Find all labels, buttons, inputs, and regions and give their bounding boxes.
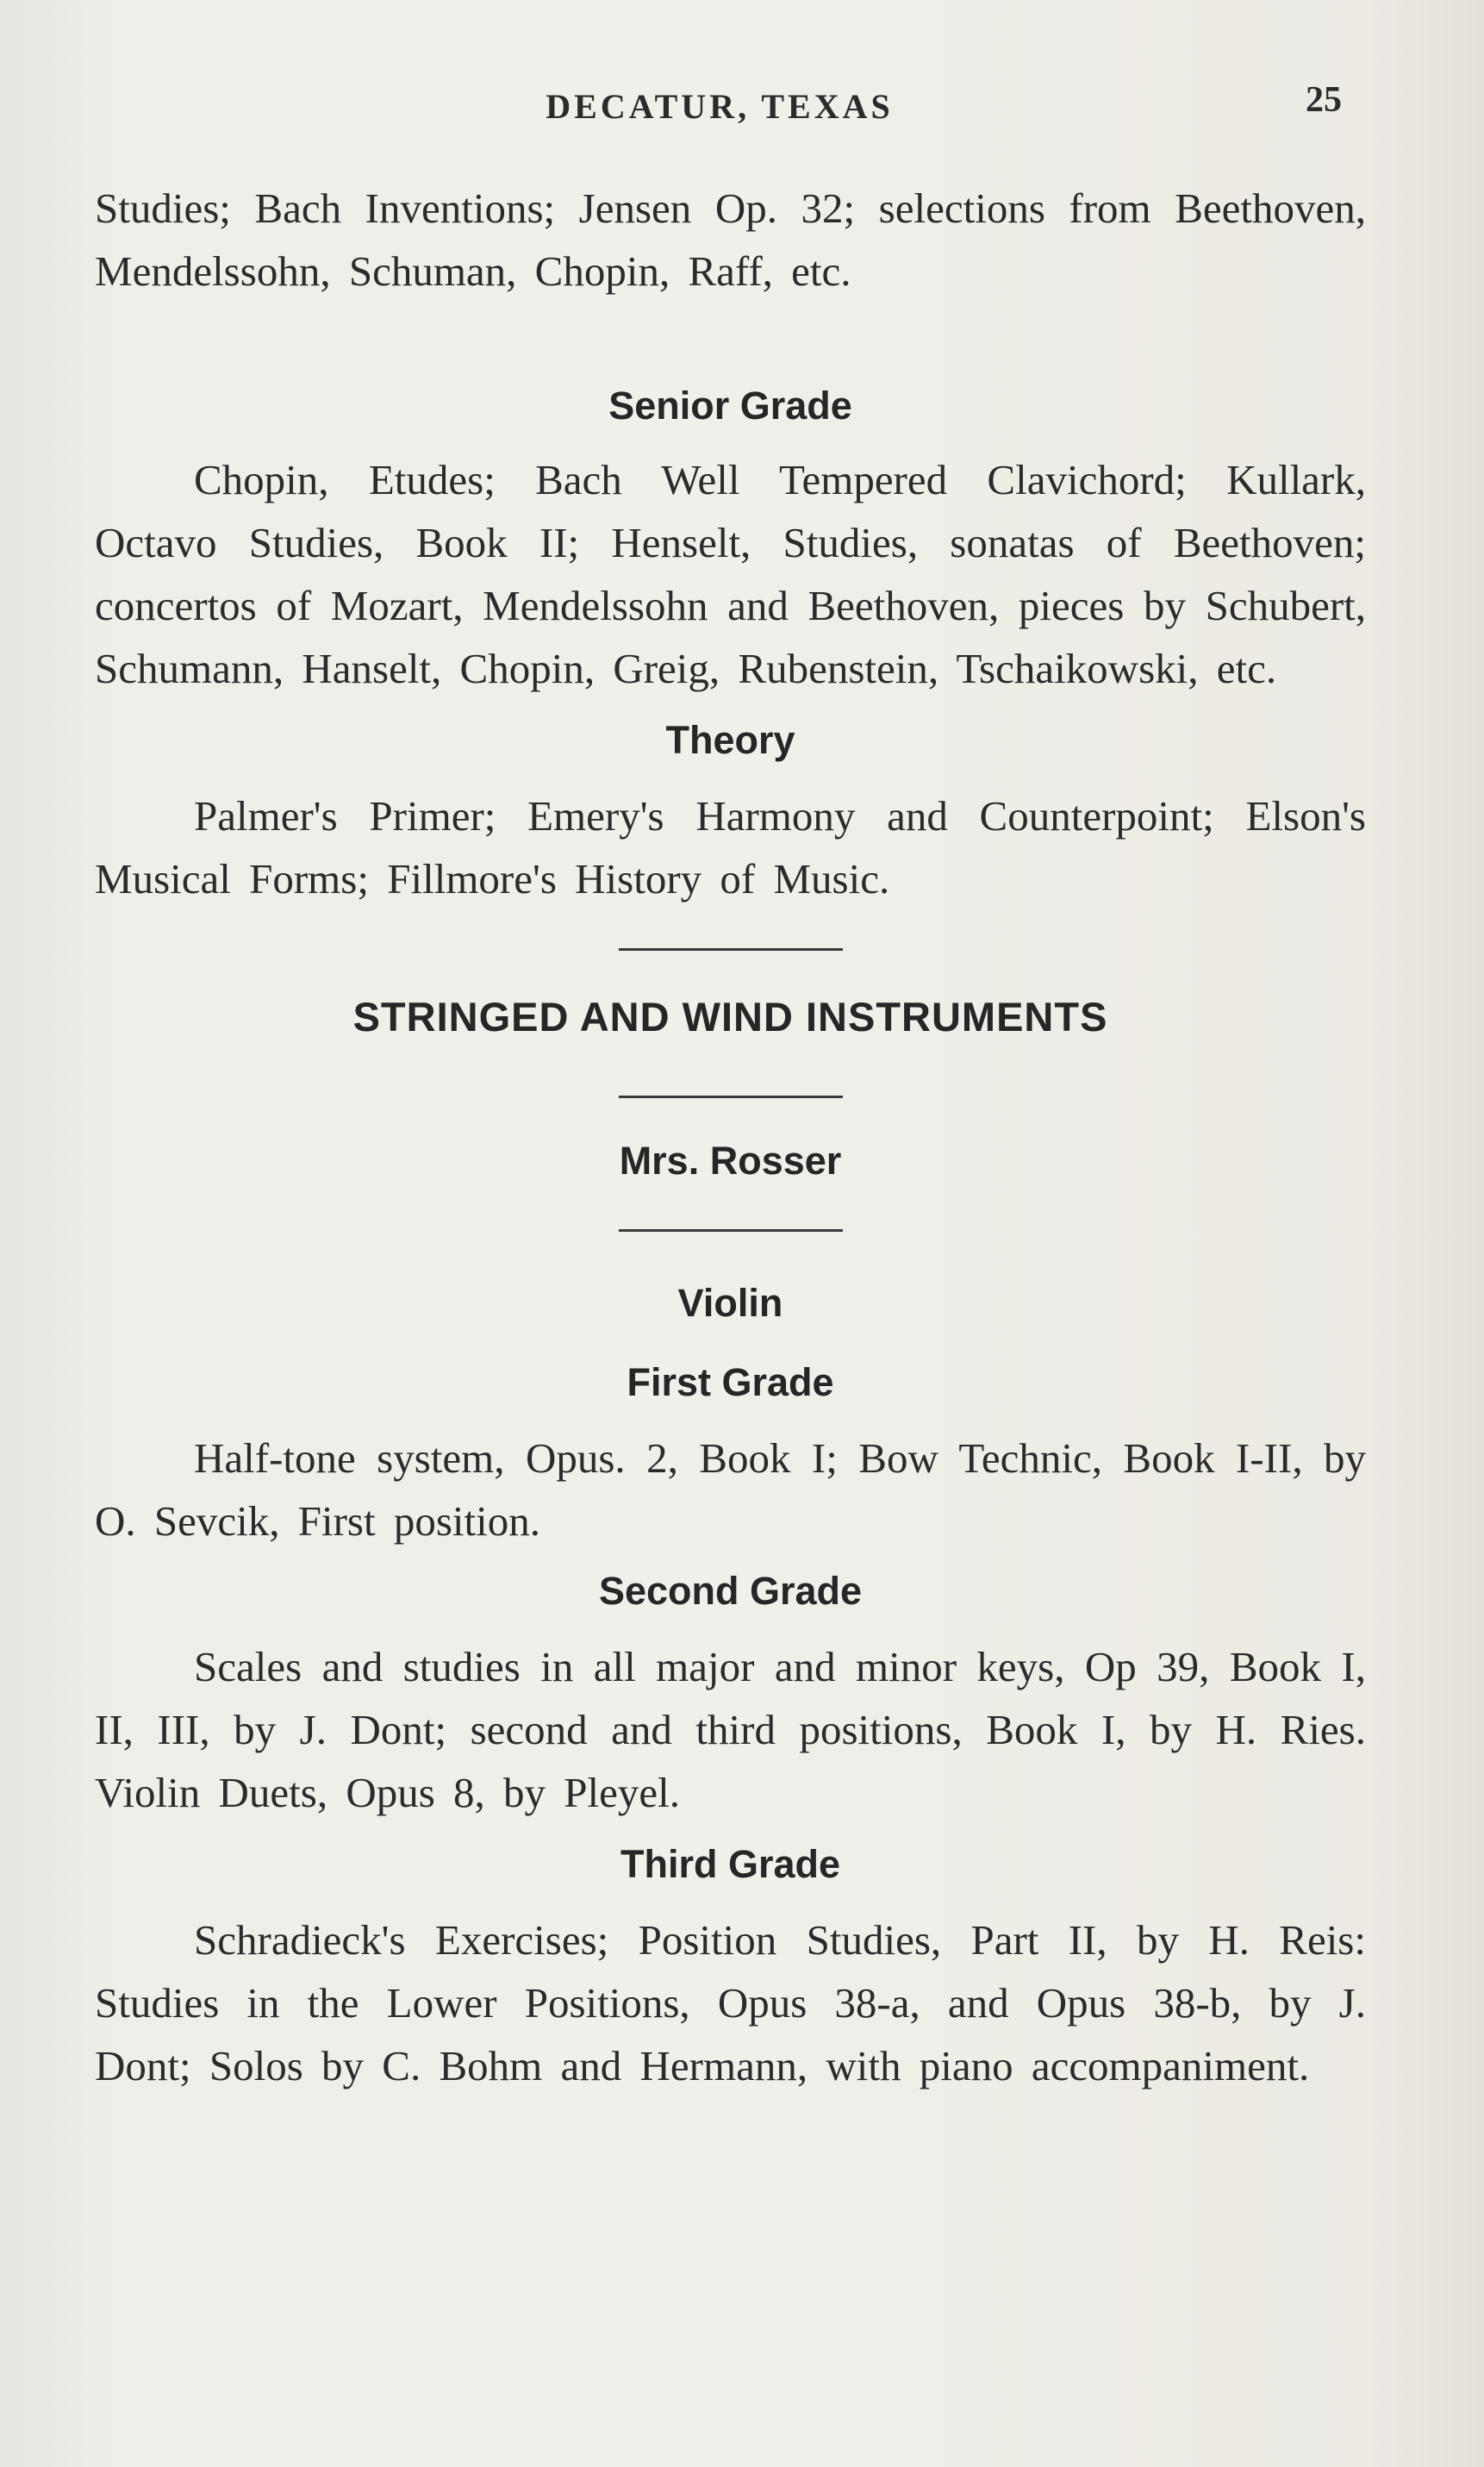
senior-grade-heading: Senior Grade — [608, 384, 852, 428]
theory-paragraph: Palmer's Primer; Emery's Harmony and Counterpoint; Elson's Musical Forms; Fillmore's History of Music. — [95, 792, 1366, 902]
running-header: DECATUR, TEXAS — [546, 87, 894, 126]
senior-grade-paragraph: Chopin, Etudes; Bach Well Tempered Clavichord; Kullark, Octavo Studies, Book II; Henselt, Studies, sonatas of Beethoven; concertos of Mozart, Mendelssohn and Beethoven, pieces by Schubert, Schumann, Hanselt, Chopin, Greig, Rubenstein, Tschaikowski, etc. — [95, 456, 1366, 692]
page-body — [95, 177, 1366, 2097]
second-grade-heading: Second Grade — [598, 1569, 863, 1613]
theory-heading: Theory — [665, 718, 795, 762]
violin-heading: Violin — [677, 1281, 783, 1325]
first-grade-heading: First Grade — [627, 1360, 834, 1404]
first-grade-paragraph: Half-tone system, Opus. 2, Book I; Bow Technic, Book I-II, by O. Sevcik, First position. — [95, 1434, 1366, 1545]
intro-paragraph: Studies; Bach Inventions; Jensen Op. 32; selections from Beethoven, Mendelssohn, Schuman, Chopin, Raff, etc. — [95, 184, 1366, 295]
second-grade-paragraph: Scales and studies in all major and minor keys, Op 39, Book I, II, III, by J. Dont; second and third positions, Book I, by H. Ries. Violin Duets, Opus 8, by Pleyel. — [95, 1643, 1366, 1816]
teacher-name: Mrs. Rosser — [619, 1139, 842, 1183]
department-heading: STRINGED AND WIND INSTRUMENTS — [352, 994, 1108, 1040]
third-grade-heading: Third Grade — [620, 1842, 841, 1886]
page-number: 25 — [1306, 80, 1342, 120]
third-grade-paragraph: Schradieck's Exercises; Position Studies, Part II, by H. Reis: Studies in the Lower Positions, Opus 38-a, and Opus 38-b, by J. Dont; Solos by C. Bohm and Hermann, with piano accompaniment. — [95, 1916, 1366, 2089]
